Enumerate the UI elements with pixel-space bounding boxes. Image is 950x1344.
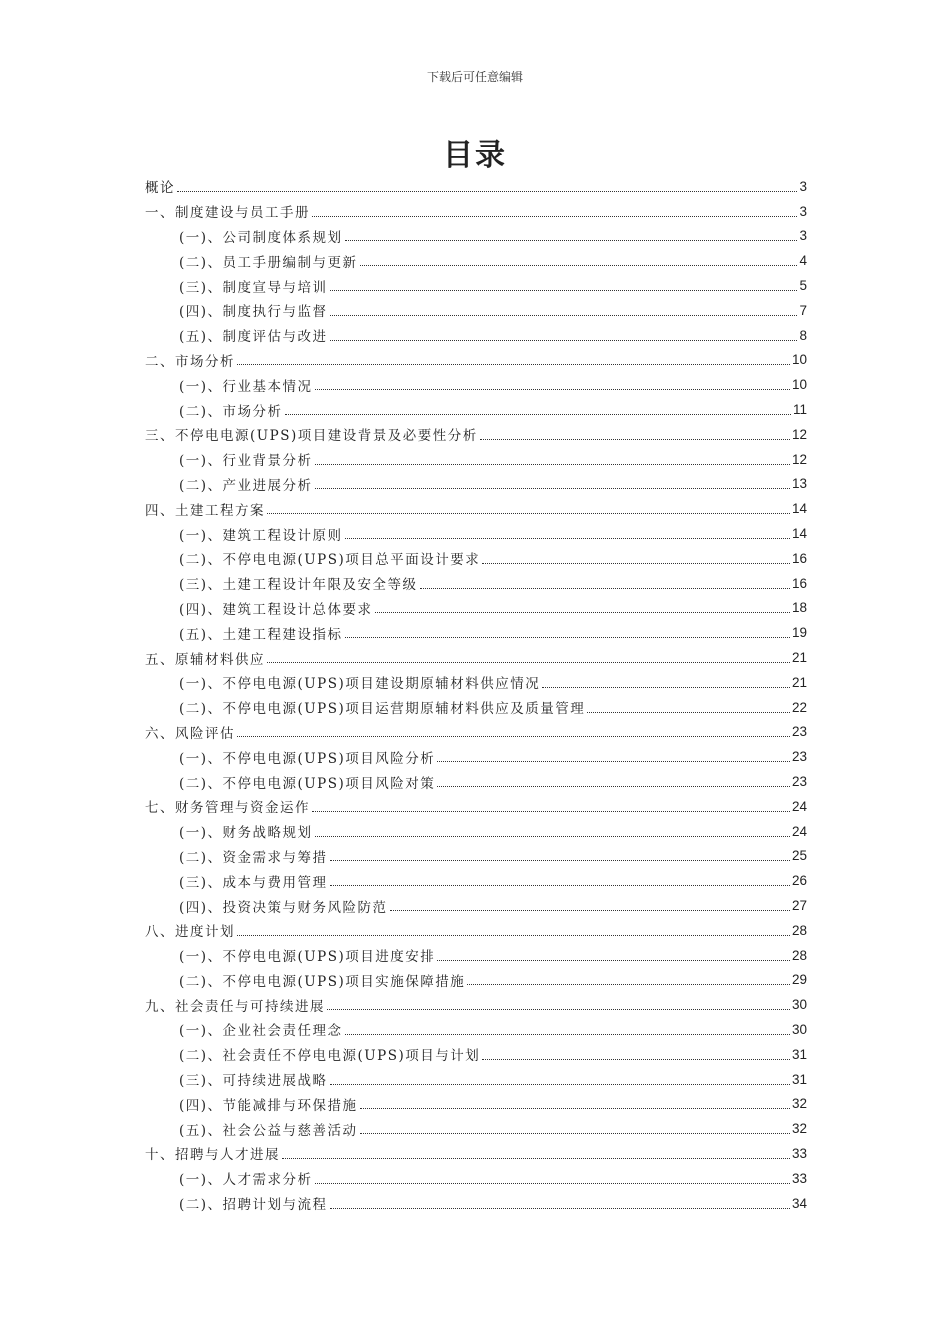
toc-leader-dots [315,389,790,390]
toc-leader-dots [360,1133,790,1134]
toc-entry-label: 九、社会责任与可持续进展 [145,998,325,1015]
toc-leader-dots [437,786,790,787]
toc-entry-label: (三)、成本与费用管理 [179,874,328,891]
toc-entry-label: (一)、行业基本情况 [179,378,313,395]
toc-entry-page: 12 [791,426,807,442]
toc-leader-dots [267,513,790,514]
toc-entry-page: 11 [792,402,807,418]
toc-entry-label: (二)、不停电电源(UPS)项目总平面设计要求 [179,552,481,569]
toc-leader-dots [237,364,790,365]
toc-entry[interactable] [145,1091,807,1116]
toc-entry-page: 3 [799,178,807,194]
toc-entry-label: (三)、土建工程设计年限及安全等级 [179,577,418,594]
toc-leader-dots [315,1183,790,1184]
toc-entry-page: 30 [791,997,807,1013]
toc-entry-page: 28 [791,947,807,963]
toc-entry[interactable] [145,397,807,422]
toc-entry-label: (四)、制度执行与监督 [179,304,328,321]
toc-entry-label: (一)、人才需求分析 [179,1172,313,1189]
toc-entry[interactable] [145,174,807,199]
toc-entry-label: (四)、节能减排与环保措施 [179,1097,358,1114]
toc-entry[interactable] [145,794,807,819]
toc-leader-dots [315,836,790,837]
toc-entry[interactable] [145,918,807,943]
toc-leader-dots [587,712,790,713]
toc-leader-dots [330,860,790,861]
toc-entry-label: (二)、社会责任不停电电源(UPS)项目与计划 [179,1048,481,1065]
toc-entry[interactable] [145,620,807,645]
toc-entry[interactable] [145,199,807,224]
toc-entry-label: (三)、制度宣导与培训 [179,279,328,296]
table-of-contents [145,174,807,1215]
toc-entry-page: 32 [791,1096,807,1112]
toc-entry-label: 概论 [145,180,175,197]
toc-entry-label: 八、进度计划 [145,924,235,941]
toc-entry[interactable] [145,893,807,918]
toc-entry[interactable] [145,571,807,596]
toc-leader-dots [437,761,790,762]
toc-entry-label: (一)、财务战略规划 [179,825,313,842]
toc-leader-dots [390,910,790,911]
toc-entry-label: (四)、建筑工程设计总体要求 [179,601,373,618]
toc-entry[interactable] [145,447,807,472]
toc-leader-dots [237,935,790,936]
toc-leader-dots [312,811,790,812]
toc-entry-page: 33 [791,1145,807,1161]
toc-entry-label: (二)、产业进展分析 [179,477,313,494]
toc-entry-label: (一)、公司制度体系规划 [179,229,343,246]
toc-leader-dots [315,488,790,489]
toc-entry[interactable] [145,1067,807,1092]
toc-entry[interactable] [145,868,807,893]
toc-leader-dots [467,984,790,985]
toc-entry[interactable] [145,372,807,397]
toc-leader-dots [285,414,791,415]
toc-entry-page: 31 [791,1071,807,1087]
toc-entry[interactable] [145,224,807,249]
toc-entry-label: (二)、不停电电源(UPS)项目风险对策 [179,775,436,792]
toc-entry[interactable] [145,323,807,348]
toc-entry[interactable] [145,596,807,621]
toc-leader-dots [315,464,790,465]
toc-entry-label: (五)、制度评估与改进 [179,329,328,346]
toc-leader-dots [542,687,790,688]
toc-leader-dots [330,315,798,316]
toc-entry-page: 16 [791,575,807,591]
toc-leader-dots [327,1009,790,1010]
toc-entry[interactable] [145,521,807,546]
toc-entry-page: 30 [791,1021,807,1037]
toc-entry[interactable] [145,1017,807,1042]
toc-leader-dots [482,1059,790,1060]
toc-entry[interactable] [145,992,807,1017]
toc-entry-page: 16 [791,550,807,566]
toc-entry-page: 8 [799,327,807,343]
toc-entry[interactable] [145,695,807,720]
toc-entry-page: 12 [791,451,807,467]
toc-entry-label: 十、招聘与人才进展 [145,1147,280,1164]
toc-leader-dots [330,1084,790,1085]
toc-entry[interactable] [145,1116,807,1141]
toc-entry-label: (三)、可持续进展战略 [179,1073,328,1090]
toc-leader-dots [177,191,797,192]
toc-entry-label: 七、财务管理与资金运作 [145,800,310,817]
toc-entry-page: 13 [791,476,807,492]
toc-entry[interactable] [145,1166,807,1191]
toc-entry-label: (二)、不停电电源(UPS)项目实施保障措施 [179,973,466,990]
toc-entry[interactable] [145,546,807,571]
toc-entry-page: 31 [791,1046,807,1062]
toc-entry-label: (一)、不停电电源(UPS)项目进度安排 [179,949,436,966]
toc-entry[interactable] [145,348,807,373]
toc-entry[interactable] [145,422,807,447]
toc-entry-label: (二)、员工手册编制与更新 [179,254,358,271]
toc-leader-dots [345,538,790,539]
toc-entry-page: 33 [791,1170,807,1186]
toc-entry[interactable] [145,844,807,869]
toc-leader-dots [482,563,790,564]
toc-entry-label: (一)、行业背景分析 [179,453,313,470]
toc-entry[interactable] [145,769,807,794]
toc-entry[interactable] [145,298,807,323]
toc-entry-label: 五、原辅材料供应 [145,651,265,668]
toc-entry-page: 22 [791,699,807,715]
toc-entry-page: 23 [791,774,807,790]
toc-entry-page: 10 [791,352,807,368]
toc-entry[interactable] [145,1191,807,1216]
toc-entry-page: 27 [791,898,807,913]
toc-entry-page: 5 [799,278,807,294]
toc-entry-label: 六、风险评估 [145,725,235,742]
toc-entry-label: (一)、建筑工程设计原则 [179,527,343,544]
toc-leader-dots [330,1208,790,1209]
toc-leader-dots [437,960,790,961]
toc-entry[interactable] [145,273,807,298]
toc-entry[interactable] [145,645,807,670]
toc-leader-dots [375,612,790,613]
toc-entry-page: 7 [799,302,807,318]
toc-leader-dots [330,340,798,341]
toc-entry-label: (五)、社会公益与慈善活动 [179,1122,358,1139]
toc-entry-page: 4 [799,253,807,269]
toc-entry-page: 34 [791,1195,807,1211]
toc-entry-page: 19 [791,625,807,641]
toc-entry-page: 29 [791,972,807,988]
toc-entry[interactable] [145,496,807,521]
toc-entry-label: (一)、不停电电源(UPS)项目建设期原辅材料供应情况 [179,676,541,693]
toc-entry-label: (一)、企业社会责任理念 [179,1023,343,1040]
toc-entry-page: 28 [791,922,807,938]
page-title: 目录 [443,138,507,173]
toc-entry-page: 3 [799,203,807,219]
toc-entry-page: 21 [791,674,807,690]
toc-entry-page: 21 [791,650,807,666]
toc-entry-page: 32 [791,1121,807,1137]
toc-leader-dots [345,240,798,241]
toc-entry-page: 18 [791,600,807,616]
toc-entry[interactable] [145,248,807,273]
toc-leader-dots [330,885,790,886]
toc-entry-label: (二)、不停电电源(UPS)项目运营期原辅材料供应及质量管理 [179,701,586,718]
toc-entry[interactable] [145,1141,807,1166]
toc-entry-page: 23 [791,724,807,740]
toc-entry-label: 二、市场分析 [145,353,235,370]
toc-entry-label: (一)、不停电电源(UPS)项目风险分析 [179,750,436,767]
toc-entry-page: 24 [791,798,807,814]
toc-entry[interactable] [145,720,807,745]
toc-entry-page: 25 [791,848,807,864]
toc-entry-page: 24 [791,823,807,839]
toc-entry[interactable] [145,1042,807,1067]
toc-entry-label: (二)、招聘计划与流程 [179,1197,328,1214]
toc-leader-dots [330,290,798,291]
toc-leader-dots [345,637,790,638]
toc-entry-page: 23 [791,749,807,765]
toc-entry-label: (二)、市场分析 [179,403,283,420]
toc-entry-label: 四、土建工程方案 [145,502,265,519]
toc-leader-dots [480,439,790,440]
toc-entry[interactable] [145,472,807,497]
toc-entry-page: 10 [791,377,807,393]
toc-leader-dots [360,265,798,266]
toc-entry[interactable] [145,670,807,695]
toc-entry-label: 三、不停电电源(UPS)项目建设背景及必要性分析 [145,428,478,445]
toc-entry-label: 一、制度建设与员工手册 [145,205,310,222]
toc-leader-dots [312,216,797,217]
toc-entry-page: 3 [799,228,807,244]
toc-leader-dots [420,588,790,589]
toc-entry-page: 14 [791,526,807,542]
toc-entry-label: (五)、土建工程建设指标 [179,626,343,643]
toc-leader-dots [360,1108,790,1109]
toc-entry[interactable] [145,819,807,844]
toc-entry-label: (二)、资金需求与筹措 [179,849,328,866]
toc-leader-dots [345,1034,790,1035]
toc-entry-page: 14 [791,501,807,517]
toc-entry[interactable] [145,744,807,769]
toc-leader-dots [267,662,790,663]
toc-leader-dots [282,1158,790,1159]
toc-entry[interactable] [145,943,807,968]
toc-entry-label: (四)、投资决策与财务风险防范 [179,899,388,916]
toc-entry-page: 26 [791,873,807,889]
toc-entry[interactable] [145,968,807,993]
page-header: 下载后可任意编辑 [426,70,523,84]
toc-leader-dots [237,736,790,737]
